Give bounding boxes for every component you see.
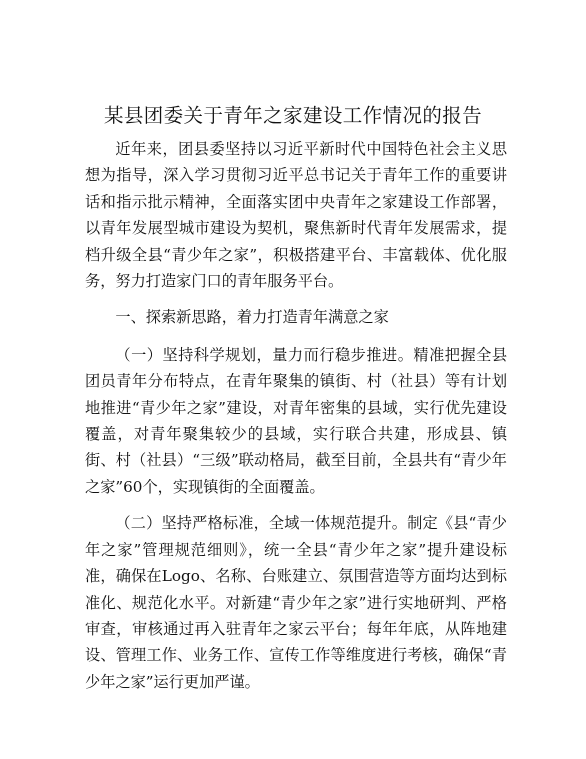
intro-paragraph: 近年来，团县委坚持以习近平新时代中国特色社会主义思想为指导，深入学习贯彻习近平总书记关于青年工作的重要讲话和指示批示精神，全面落实团中央青年之家建设工作部署，以青年发展型城市建设为契机，聚焦新时代青年发展需求，提档升级全县“青少年之家”，积极搭建平台、丰富载体、优化服务，努力打造家门口的青年服务平台。	[85, 140, 507, 291]
document-title: 某县团委关于青年之家建设工作情况的报告	[103, 104, 483, 127]
document-body	[85, 136, 507, 695]
section-1-heading: 一、探索新思路，着力打造青年满意之家	[115, 308, 389, 327]
section-1-item-2: （二）坚持严格标准，全域一体规范提升。制定《县“青少年之家”管理规范细则》，统一全县“青少年之家”提升建设标准，确保在Logo、名称、台账建立、氛围营造等方面均达到标准化、规范化水平。对新建“青少年之家”进行实地研判、严格审查，审核通过再入驻青年之家云平台；每年年底，从阵地建设、管理工作、业务工作、宣传工作等维度进行考核，确保“青少年之家”运行更加严谨。	[85, 514, 507, 691]
section-1-item-1: （一）坚持科学规划，量力而行稳步推进。精准把握全县团员青年分布特点，在青年聚集的镇街、村（社县）等有计划地推进“青少年之家”建设，对青年密集的县域，实行优先建设覆盖，对青年聚集较少的县域，实行联合共建，形成县、镇街、村（社县）“三级”联动格局，截至目前，全县共有“青少年之家”60个，实现镇街的全面覆盖。	[85, 345, 507, 496]
